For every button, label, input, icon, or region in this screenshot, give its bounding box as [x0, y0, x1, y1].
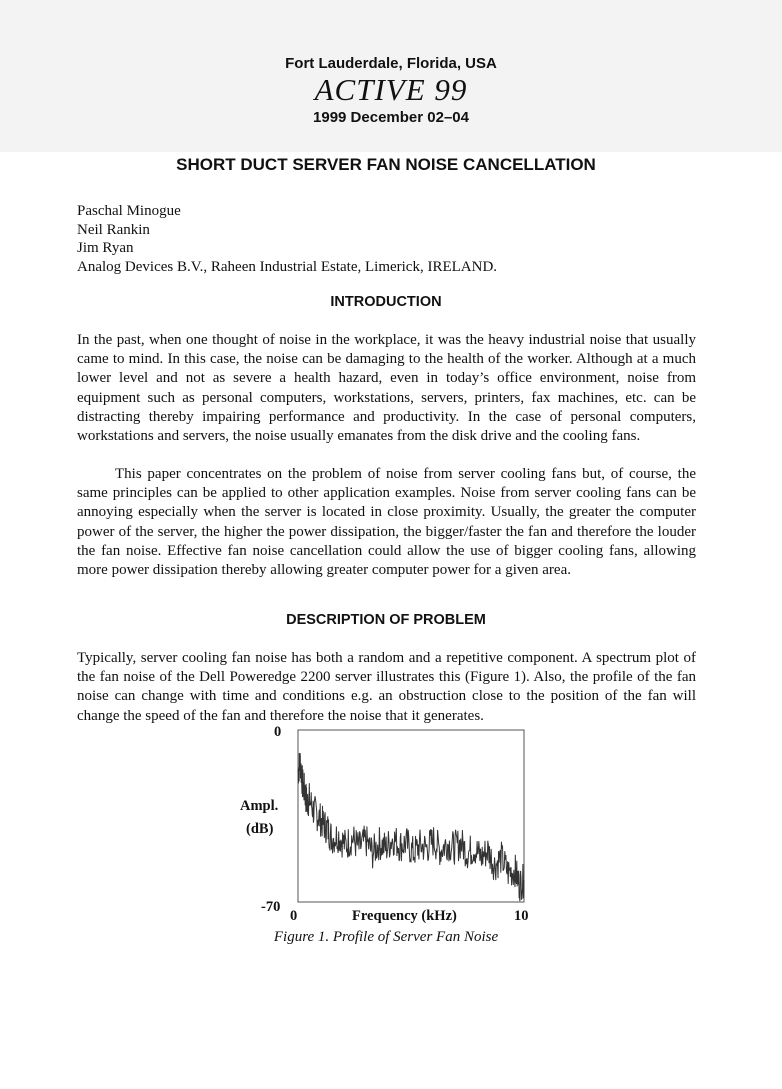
- y-tick-label-top: 0: [274, 724, 282, 740]
- author-name: Neil Rankin: [77, 221, 150, 238]
- author-affiliation: Analog Devices B.V., Raheen Industrial Estate, Limerick, IRELAND.: [77, 258, 498, 275]
- conference-name: ACTIVE 99: [314, 72, 468, 107]
- conference-location: Fort Lauderdale, Florida, USA: [285, 55, 497, 72]
- x-tick-label-right: 10: [514, 908, 529, 924]
- conference-dates: 1999 December 02–04: [313, 109, 469, 126]
- paragraph: In the past, when one thought of noise in the workplace, it was the heavy industrial noise that usually came to mind. In this case, the noise can be damaging to the health of the worker. Although at a much lower level and not as severe a health hazard, even in today’s office environment, noise from equipment such as personal computers, workstations, servers, printers, fax machines, etc. can be distracting thereby impairing performance and productivity. In the case of personal computers, workstations and servers, the noise usually emanates from the disk drive and the cooling fans.: [77, 332, 696, 445]
- y-axis-label: Ampl.: [240, 798, 279, 814]
- plot-frame: [298, 730, 524, 902]
- paragraph: Typically, server cooling fan noise has both a random and a repetitive component. A spectrum plot of the fan noise of the Dell Poweredge 2200 server illustrates this (Figure 1). Also, the profile of the fan noise can change with time and conditions e.g. an obstruction close to the position of the fan will change the speed of the fan and therefore the noise that it generates.: [77, 650, 696, 724]
- section-heading-introduction: INTRODUCTION: [330, 294, 442, 310]
- author-block: [77, 202, 697, 276]
- x-axis-label: Frequency (kHz): [352, 908, 457, 924]
- spectrum-chart: [230, 724, 550, 924]
- paragraph: This paper concentrates on the problem of noise from server cooling fans but, of course, the same principles can be applied to other application examples. Noise from server cooling fans can be annoying especially when the server is located in close proximity. Usually, the greater the computer power of the server, the higher the power dissipation, the bigger/faster the fan and therefore the louder the fan noise. Effective fan noise cancellation could allow the use of bigger cooling fans, allowing more power dissipation thereby allowing greater computer power for a given area.: [77, 466, 696, 579]
- figure-1: [230, 724, 550, 954]
- figure-caption: Figure 1. Profile of Server Fan Noise: [273, 929, 499, 945]
- y-axis-unit: (dB): [246, 821, 274, 837]
- section-heading-description: DESCRIPTION OF PROBLEM: [286, 612, 486, 628]
- x-tick-label-left: 0: [290, 908, 298, 924]
- y-tick-label-bottom: -70: [261, 899, 281, 915]
- author-name: Paschal Minogue: [77, 203, 181, 219]
- author-name: Jim Ryan: [77, 240, 134, 256]
- paper-title: SHORT DUCT SERVER FAN NOISE CANCELLATION: [176, 155, 596, 174]
